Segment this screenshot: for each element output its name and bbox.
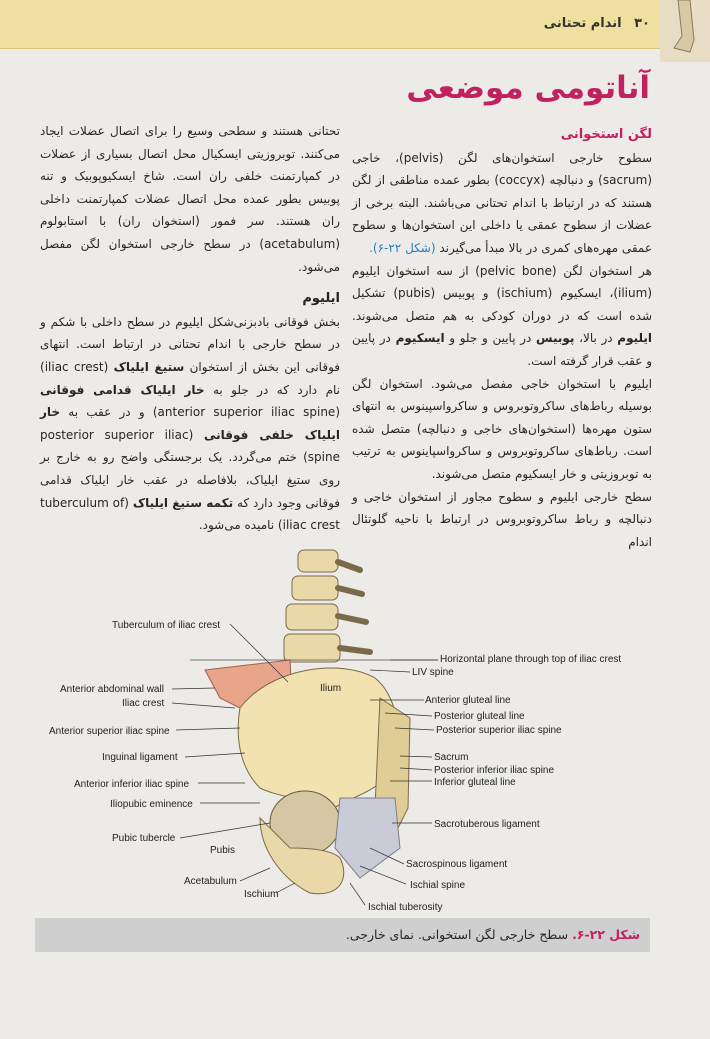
page-number: ۳۰ bbox=[634, 16, 650, 31]
label-iliac-crest: Iliac crest bbox=[122, 698, 165, 709]
subhead-ilium: ایلیوم bbox=[302, 291, 340, 307]
label-anterior-gluteal-line: Anterior gluteal line bbox=[425, 695, 511, 706]
label-ilium: Ilium bbox=[320, 683, 342, 694]
label-acetabulum: Acetabulum bbox=[184, 876, 237, 887]
chapter-title: اندام تحتانی bbox=[543, 16, 622, 31]
running-header bbox=[544, 16, 650, 31]
pelvis-illustration bbox=[40, 548, 680, 918]
sacrotuberous-ligament bbox=[335, 798, 400, 878]
label-psis: Posterior superior iliac spine bbox=[436, 725, 562, 736]
left-text-column bbox=[40, 120, 340, 537]
label-ischial-tuberosity: Ischial tuberosity bbox=[368, 902, 443, 913]
paragraph: ایلیوم با استخوان خاجی مفصل می‌شود. استخوان لگن بوسیله رباط‌های ساکروتوبروس و ساکرواسپینوس به انتهای ستون مهره‌ها (استخوان‌های خاجی و دنبالچه) متصل شده است. رباط‌های ساکروتوبروس و ساکرواسپاینوس به ترتیب به توبروزیتی و خار ایسکیوم متصل می‌شوند. bbox=[352, 376, 652, 481]
label-sacrum: Sacrum bbox=[434, 752, 469, 763]
paragraph: هر استخوان لگن (pelvic bone) از سه استخوان ایلیوم (ilium)، ایسکیوم (ischium) و پوبیس (pubis) تشکیل شده است که در دوران کودکی به هم متصل می‌شوند. ایلیوم در بالا، پوبیس در پایین و جلو و ایسکیوم در پایین و عقب قرار گرفته است. bbox=[352, 263, 653, 368]
paragraph: سطح خارجی ایلیوم و سطوح مجاور از استخوان خاجی و دنبالچه و رباط ساکروتوبروس در ارتباط با ناحیه گلوتئال اندام bbox=[352, 489, 652, 549]
label-iliopubic-eminence: Iliopubic eminence bbox=[110, 799, 193, 810]
subhead-bony-pelvis: لگن استخوانی bbox=[560, 127, 652, 142]
label-pubic-tubercle: Pubic tubercle bbox=[112, 833, 176, 844]
label-inguinal-ligament: Inguinal ligament bbox=[102, 752, 178, 763]
label-horizontal-plane: Horizontal plane through top of iliac crest bbox=[440, 654, 622, 665]
label-anterior-abdominal-wall: Anterior abdominal wall bbox=[60, 684, 164, 695]
label-pubis: Pubis bbox=[210, 845, 236, 856]
ilium-bone bbox=[238, 668, 398, 813]
caption-number: شکل ۲۲-۶. bbox=[572, 927, 640, 942]
label-inferior-gluteal-line: Inferior gluteal line bbox=[434, 777, 516, 788]
label-ischium: Ischium bbox=[244, 889, 279, 900]
figure-reference-link[interactable]: (شکل ۲۲-۶). bbox=[369, 240, 436, 255]
right-text-column bbox=[352, 124, 652, 553]
label-asis: Anterior superior iliac spine bbox=[49, 726, 170, 737]
paragraph: تحتانی هستند و سطحی وسیع را برای اتصال عضلات ایجاد می‌کنند. توبروزیتی ایسکیال محل اتصال بسیاری از عضلات در کمپارتمنت خلفی ران است. شاخ ایسکیوپوبیک و تنه پوبیس بطور عمده محل اتصال عضلات کمپارتمنت داخلی ران هستند. سر فمور (استخوان ران) با استابولوم (acetabulum) در سطح خارجی استخوان لگن مفصل می‌شود. bbox=[40, 124, 340, 274]
lumbar-spine-drawing bbox=[284, 550, 370, 662]
label-aiis: Anterior inferior iliac spine bbox=[74, 779, 190, 790]
label-ischial-spine: Ischial spine bbox=[410, 880, 466, 891]
label-sacrospinous-ligament: Sacrospinous ligament bbox=[406, 859, 508, 870]
label-sacrotuberous-ligament: Sacrotuberous ligament bbox=[434, 819, 540, 830]
caption-text: سطح خارجی لگن استخوانی. نمای خارجی. bbox=[345, 927, 573, 942]
corner-thumbnail-image bbox=[660, 0, 710, 62]
label-tuberculum: Tuberculum of iliac crest bbox=[112, 620, 220, 631]
section-title: آناتومی موضعی bbox=[406, 70, 650, 106]
label-posterior-gluteal-line: Posterior gluteal line bbox=[434, 711, 525, 722]
label-liv-spine: LIV spine bbox=[412, 667, 454, 678]
paragraph: بخش فوقانی بادبزنی‌شکل ایلیوم در سطح داخلی با شکم و در سطح خارجی با اندام تحتانی در ارتباط است. انتهای فوقانی این بخش از استخوان ستیغ ایلیاک (iliac crest) نام دارد که در جلو به خار ایلیاک قدامی فوقانی (anterior superior iliac spine) و در عقب به خار ایلیاک خلفی فوقانی (posterior superior iliac spine) ختم می‌گردد. یک برجستگی واضح رو به خارج بر روی ستیغ ایلیاک، بلافاصله در عقب خار ایلیاک قدامی فوقانی وجود دارد که تکمه ستیغ ایلیاک (tuberculum of iliac crest) نامیده می‌شود. bbox=[40, 314, 341, 533]
paragraph: سطوح خارجی استخوان‌های لگن (pelvis)، خاجی (sacrum) و دنبالچه (coccyx) بطور عمده مناطقی از لگن هستند که در ارتباط با اندام تحتانی می‌باشند. البته برخی از عضلات از سطوح عمقی یا داخلی این استخوان‌ها و سطوح عمقی مهره‌های کمری در بالا مبدأ می‌گیرند (شکل ۲۲-۶). bbox=[352, 150, 653, 255]
figure-caption bbox=[35, 918, 650, 952]
label-piis: Posterior inferior iliac spine bbox=[434, 765, 555, 776]
